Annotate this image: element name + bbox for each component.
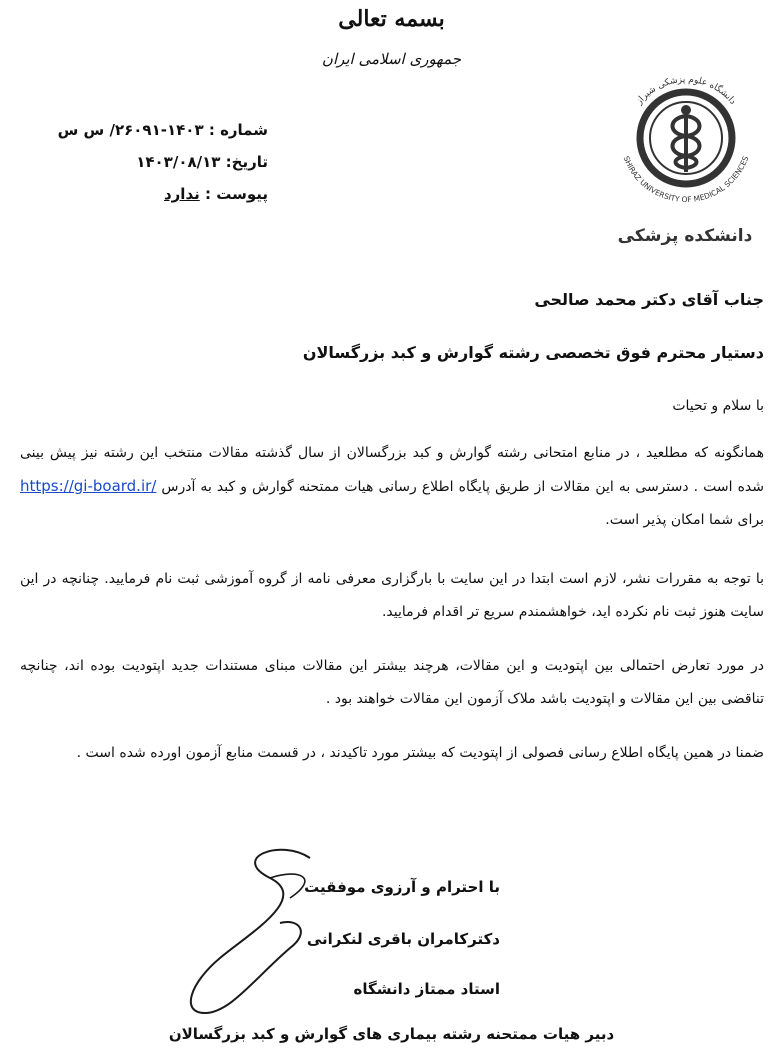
faculty-name: دانشکده پزشکی — [617, 226, 753, 246]
date-label: تاریخ: — [225, 153, 268, 171]
number-label: شماره : — [208, 121, 268, 139]
board-secretary-title: دبیر هیات ممتحنه رشته بیماری های گوارش و کبد بزرگسالان — [168, 1025, 615, 1043]
signer-name: دکترکامران باقری لنکرانی — [306, 930, 500, 948]
logo-ring-text-fa: دانشگاه علوم پزشکی شیراز — [634, 74, 738, 107]
letter-number-row — [40, 114, 268, 146]
gi-board-link[interactable]: https://gi-board.ir/ — [20, 477, 157, 495]
letter-meta — [40, 114, 268, 210]
republic-subheading: جمهوری اسلامی ایران — [321, 50, 462, 68]
addressee-title: دستیار محترم فوق تخصصی رشته گوارش و کبد بزرگسالان — [302, 343, 764, 362]
attachment-value: ندارد — [163, 185, 200, 203]
closing-regards: با احترام و آرزوی موفقیت — [304, 878, 500, 896]
paragraph-3: در مورد تعارض احتمالی بین اپتودیت و این مقالات، هرچند بیشتر این مقالات مبنای مستندات جدید اپتودیت بوده اند، چنانچه تناقضی بین این مقالات و اپتودیت باشد ملاک آزمون این مقالات خواهند بود . — [20, 658, 764, 707]
paragraph-1 — [20, 437, 764, 537]
paragraph-1-end: برای شما امکان پذیر است. — [605, 512, 764, 528]
bismillah-heading: بسمه تعالی — [338, 6, 445, 32]
logo-ring-text-en: SHIRAZ UNIVERSITY OF MEDICAL SCIENCES — [621, 154, 751, 205]
attachment-label: پیوست : — [204, 185, 268, 203]
letter-attachment-row — [40, 178, 268, 210]
signer-title: استاد ممتاز دانشگاه — [353, 980, 500, 998]
date-value: ۱۴۰۳/۰۸/۱۳ — [136, 153, 221, 171]
paragraph-2: با توجه به مقررات نشر، لازم است ابتدا در این سایت با بارگزاری معرفی نامه از گروه آموزشی ثبت نام فرمایید. چنانچه در این سایت هنوز ثبت نام نکرده اید، خواهشمندم سریع تر اقدام فرمایید. — [20, 571, 764, 620]
number-value: ۱۴۰۳-۲۶۰۹۱/ س س — [57, 121, 204, 139]
greeting: با سلام و تحیات — [672, 398, 764, 414]
letter-date-row — [40, 146, 268, 178]
university-logo — [606, 58, 766, 218]
addressee-name: جناب آقای دکتر محمد صالحی — [534, 290, 764, 309]
paragraph-1-text: همانگونه که مطلعید ، در منابع امتحانی رشته گوارش و کبد بزرگسالان از سال گذشته مقالات منتخب این رشته نیز پیش بینی شده است . دسترسی به این مقالات از طریق پایگاه اطلاع رسانی هیات ممتحنه گوارش و کبد به آدرس — [20, 445, 764, 495]
paragraph-4: ضمنا در همین پایگاه اطلاع رسانی فصولی از اپتودیت که بیشتر مورد تاکیدند ، در قسمت منابع آزمون اورده شده است . — [76, 745, 764, 761]
